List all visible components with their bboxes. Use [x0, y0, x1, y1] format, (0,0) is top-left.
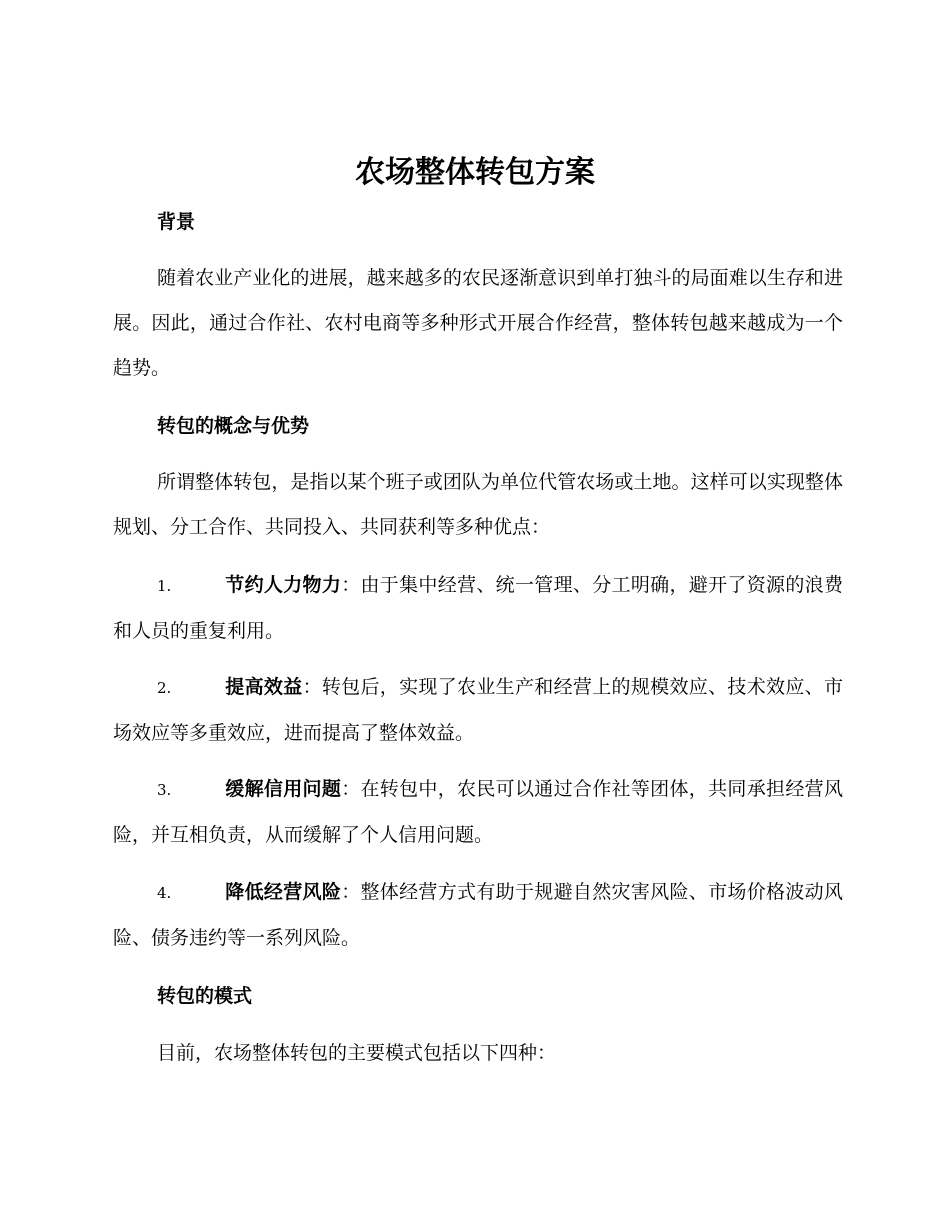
list-item-text: ：转包后，实现了农业生产和经营上的规模效应、技术效应、市场效应等多重效应，进而提高了整体效益。	[113, 676, 843, 744]
list-item	[113, 563, 843, 654]
list-item-text: ：由于集中经营、统一管理、分工明确，避开了资源的浪费和人员的重复利用。	[113, 574, 843, 642]
list-item-text: ：整体经营方式有助于规避自然灾害风险、市场价格波动风险、债务违约等一系列风险。	[113, 881, 843, 949]
list-item-text: ：在转包中，农民可以通过合作社等团体，共同承担经营风险，并互相负责，从而缓解了个人信用问题。	[113, 778, 843, 846]
list-item-number: 2.	[157, 679, 172, 697]
list-item-number: 4.	[157, 884, 172, 902]
list-item	[113, 870, 843, 961]
list-item-title: 降低经营风险	[225, 881, 342, 903]
list-item-number: 3.	[157, 781, 172, 799]
list-item-title: 缓解信用问题	[225, 778, 342, 800]
document-title: 农场整体转包方案	[355, 155, 595, 190]
section-heading-concept: 转包的概念与优势	[157, 415, 310, 437]
list-item	[113, 767, 843, 858]
modes-paragraph: 目前，农场整体转包的主要模式包括以下四种：	[157, 1042, 557, 1064]
list-item	[113, 665, 843, 756]
section-heading-background: 背景	[157, 211, 196, 233]
list-item-number: 1.	[157, 577, 172, 595]
background-paragraph: 随着农业产业化的进展，越来越多的农民逐渐意识到单打独斗的局面难以生存和进展。因此，通过合作社、农村电商等多种形式开展合作经营，整体转包越来越成为一个趋势。	[113, 267, 843, 379]
list-item-title: 提高效益	[225, 676, 303, 698]
concept-paragraph: 所谓整体转包，是指以某个班子或团队为单位代管农场或土地。这样可以实现整体规划、分工合作、共同投入、共同获利等多种优点：	[113, 471, 843, 538]
list-item-title: 节约人力物力	[225, 574, 342, 596]
section-heading-modes: 转包的模式	[157, 985, 253, 1007]
